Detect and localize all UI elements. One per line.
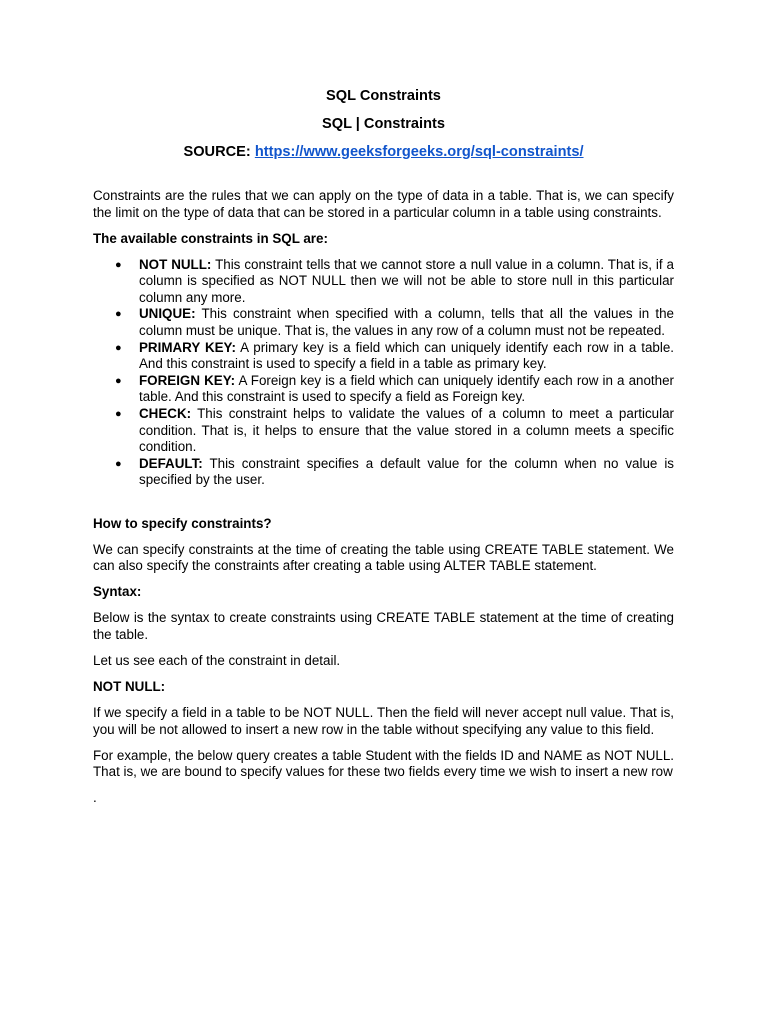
bullet-icon: ● (115, 374, 122, 387)
document-page (93, 87, 674, 816)
constraint-term: PRIMARY KEY: (139, 339, 236, 355)
how-heading: How to specify constraints? (93, 515, 272, 531)
bullet-icon: ● (115, 258, 122, 271)
document-subtitle: SQL | Constraints (321, 116, 445, 132)
constraint-term: DEFAULT: (139, 455, 203, 471)
document-title: SQL Constraints (326, 88, 441, 104)
syntax-paragraph: Below is the syntax to create constraints using CREATE TABLE statement at the time of creating the table. (93, 610, 674, 643)
constraint-term: FOREIGN KEY: (139, 372, 236, 388)
notnull-heading: NOT NULL: (93, 678, 166, 694)
detail-paragraph: Let us see each of the constraint in detail. (93, 653, 341, 668)
constraint-desc: This constraint specifies a default value for the column when no value is specified by the user. (139, 455, 674, 488)
list-item (93, 257, 674, 307)
constraints-list (93, 257, 674, 489)
syntax-heading: Syntax: (93, 584, 142, 600)
bullet-icon: ● (115, 457, 122, 470)
source-link[interactable]: https://www.geeksforgeeks.org/sql-constraints/ (254, 144, 584, 160)
intro-paragraph: Constraints are the rules that we can apply on the type of data in a table. That is, we can specify the limit on the type of data that can be stored in a particular column in a table using constraints. (93, 188, 674, 220)
list-item (93, 406, 674, 456)
bullet-icon: ● (115, 341, 122, 354)
list-item (93, 373, 674, 406)
constraint-desc: A primary key is a field which can uniquely identify each row in a table. And this constraint is used to specify a field in a table as primary key. (139, 339, 674, 372)
bullet-icon: ● (115, 308, 122, 321)
trailing-dot: . (93, 790, 97, 806)
list-item (93, 456, 674, 489)
bullet-icon: ● (115, 407, 122, 420)
notnull-paragraph-2: For example, the below query creates a table Student with the fields ID and NAME as NOT NULL. That is, we are bound to specify values for these two fields every time we wish to insert a new row (93, 747, 674, 780)
constraint-desc: This constraint helps to validate the values of a column to meet a particular condition. That is, it helps to ensure that the value stored in a column meets a specific condition. (139, 405, 674, 455)
notnull-paragraph-1: If we specify a field in a table to be NOT NULL. Then the field will never accept null value. That is, you will be not allowed to insert a new row in the table without specifying any value to this field. (93, 704, 674, 737)
constraint-term: UNIQUE: (139, 306, 196, 322)
source-label: SOURCE: (183, 144, 251, 160)
list-item (93, 306, 674, 339)
constraint-desc: A Foreign key is a field which can uniquely identify each row in a another table. And this constraint is used to specify a field as Foreign key. (139, 372, 674, 405)
constraint-term: NOT NULL: (139, 256, 212, 272)
source-line (93, 143, 674, 161)
how-paragraph: We can specify constraints at the time of creating the table using CREATE TABLE statement. We can also specify the constraints after creating a table using ALTER TABLE statement. (93, 541, 674, 574)
list-item (93, 340, 674, 373)
constraint-desc: This constraint when specified with a column, tells that all the values in the column must be unique. That is, the values in any row of a column must not be repeated. (139, 306, 674, 338)
constraint-term: CHECK: (139, 405, 192, 421)
constraint-desc: This constraint tells that we cannot store a null value in a column. That is, if a column is specified as NOT NULL then we will not be able to store null in this particular column any more. (139, 256, 674, 305)
available-heading: The available constraints in SQL are: (93, 230, 328, 246)
